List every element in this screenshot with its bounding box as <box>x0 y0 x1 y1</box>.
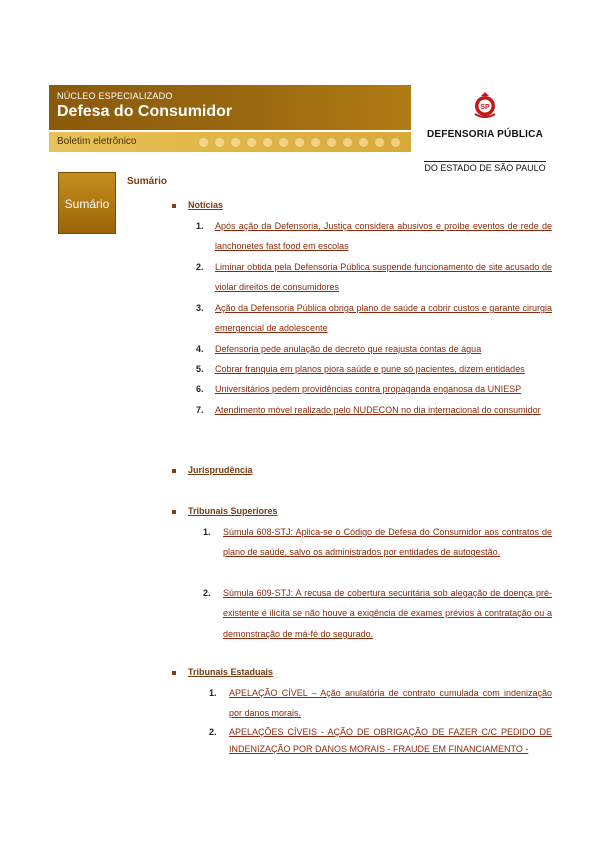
seal-icon <box>470 90 500 120</box>
logo-line-1: DEFENSORIA PÚBLICA <box>426 129 543 140</box>
list-item[interactable] <box>203 522 552 583</box>
header-title: Defesa do Consumidor <box>57 103 233 120</box>
defensoria-logo <box>424 90 546 173</box>
header-banner <box>49 85 411 130</box>
news-link[interactable]: Universitários pedem providências contra propaganda enganosa da UNIESP <box>215 384 522 394</box>
section-bullet <box>172 671 176 675</box>
logo-line-2: DO ESTADO DE SÃO PAULO <box>424 163 546 173</box>
jurisprudence-link[interactable]: Súmula 608-STJ: Aplica-se o Código de Defesa do Consumidor aos contratos de plano de saúde, salvo os administrados por entidades de autogestão. <box>223 527 552 558</box>
section-tribunais-superiores[interactable]: Tribunais Superiores <box>188 506 278 516</box>
svg-text:SP: SP <box>480 104 490 111</box>
news-link[interactable]: Liminar obtida pela Defensoria Pública suspende funcionamento de site acusado de violar direitos de consumidores <box>215 262 552 293</box>
section-bullet <box>172 469 176 473</box>
bulletin-label: Boletim eletrônico <box>57 136 137 147</box>
summary-heading: Sumário <box>127 176 168 187</box>
item-number: 2. <box>196 262 204 272</box>
list-item[interactable] <box>196 216 552 257</box>
jurisprudence-link[interactable]: Súmula 609-STJ: A recusa de cobertura securitária sob alegação de doença pré-existente é ilícita se não houve a exigência de exames prévios à contratação ou a demonstração de má-fé do segurado. <box>223 588 552 639</box>
section-bullet <box>172 204 176 208</box>
item-number: 7. <box>196 405 204 415</box>
section-noticias[interactable]: Notícias <box>188 200 224 210</box>
section-tribunais-estaduais[interactable]: Tribunais Estaduais <box>188 667 274 677</box>
item-number: 1. <box>203 527 211 537</box>
jurisprudence-link[interactable]: APELAÇÃO CÍVEL – Ação anulatória de contrato cumulada com indenização por danos morais. <box>229 688 552 719</box>
item-number: 3. <box>196 303 204 313</box>
decorative-dots <box>199 138 400 147</box>
item-number: 2. <box>209 727 217 737</box>
news-link[interactable]: Ação da Defensoria Pública obriga plano de saúde a cobrir custos e garante cirurgia emergencial de adolescente <box>215 303 552 334</box>
list-item[interactable] <box>209 724 552 765</box>
item-number: 4. <box>196 344 204 354</box>
summary-box <box>58 172 116 234</box>
item-number: 5. <box>196 364 204 374</box>
item-number: 2. <box>203 588 211 598</box>
list-item[interactable] <box>196 379 552 399</box>
list-item[interactable] <box>196 339 552 359</box>
list-item[interactable] <box>196 359 552 379</box>
list-item[interactable] <box>196 257 552 298</box>
list-item[interactable] <box>203 583 552 644</box>
list-item[interactable] <box>209 683 552 724</box>
news-link[interactable]: Após ação da Defensoria, Justiça considera abusivos e proíbe eventos de rede de lanchonetes fast food em escolas <box>215 221 552 252</box>
section-jurisprudencia[interactable]: Jurisprudência <box>188 465 253 475</box>
item-number: 1. <box>209 688 217 698</box>
bulletin-banner <box>49 132 411 152</box>
list-item[interactable] <box>196 298 552 339</box>
section-bullet <box>172 510 176 514</box>
item-number: 6. <box>196 384 204 394</box>
header-subtitle: NÚCLEO ESPECIALIZADO <box>57 91 173 101</box>
jurisprudence-link[interactable]: APELAÇÕES CÍVEIS - AÇÃO DE OBRIGAÇÃO DE FAZER C/C PEDIDO DE INDENIZAÇÃO POR DANOS MORAIS - FRAUDE EM FINANCIAMENTO - <box>229 727 552 754</box>
news-link[interactable]: Defensoria pede anulação de decreto que reajusta contas de água <box>215 344 482 354</box>
summary-box-label: Sumário <box>64 197 110 211</box>
item-number: 1. <box>196 221 204 231</box>
news-link[interactable]: Atendimento móvel realizado pelo NUDECON no dia internacional do consumidor <box>215 405 541 415</box>
list-item[interactable] <box>196 400 552 441</box>
news-link[interactable]: Cobrar franquia em planos piora saúde e pune só pacientes, dizem entidades <box>215 364 525 374</box>
